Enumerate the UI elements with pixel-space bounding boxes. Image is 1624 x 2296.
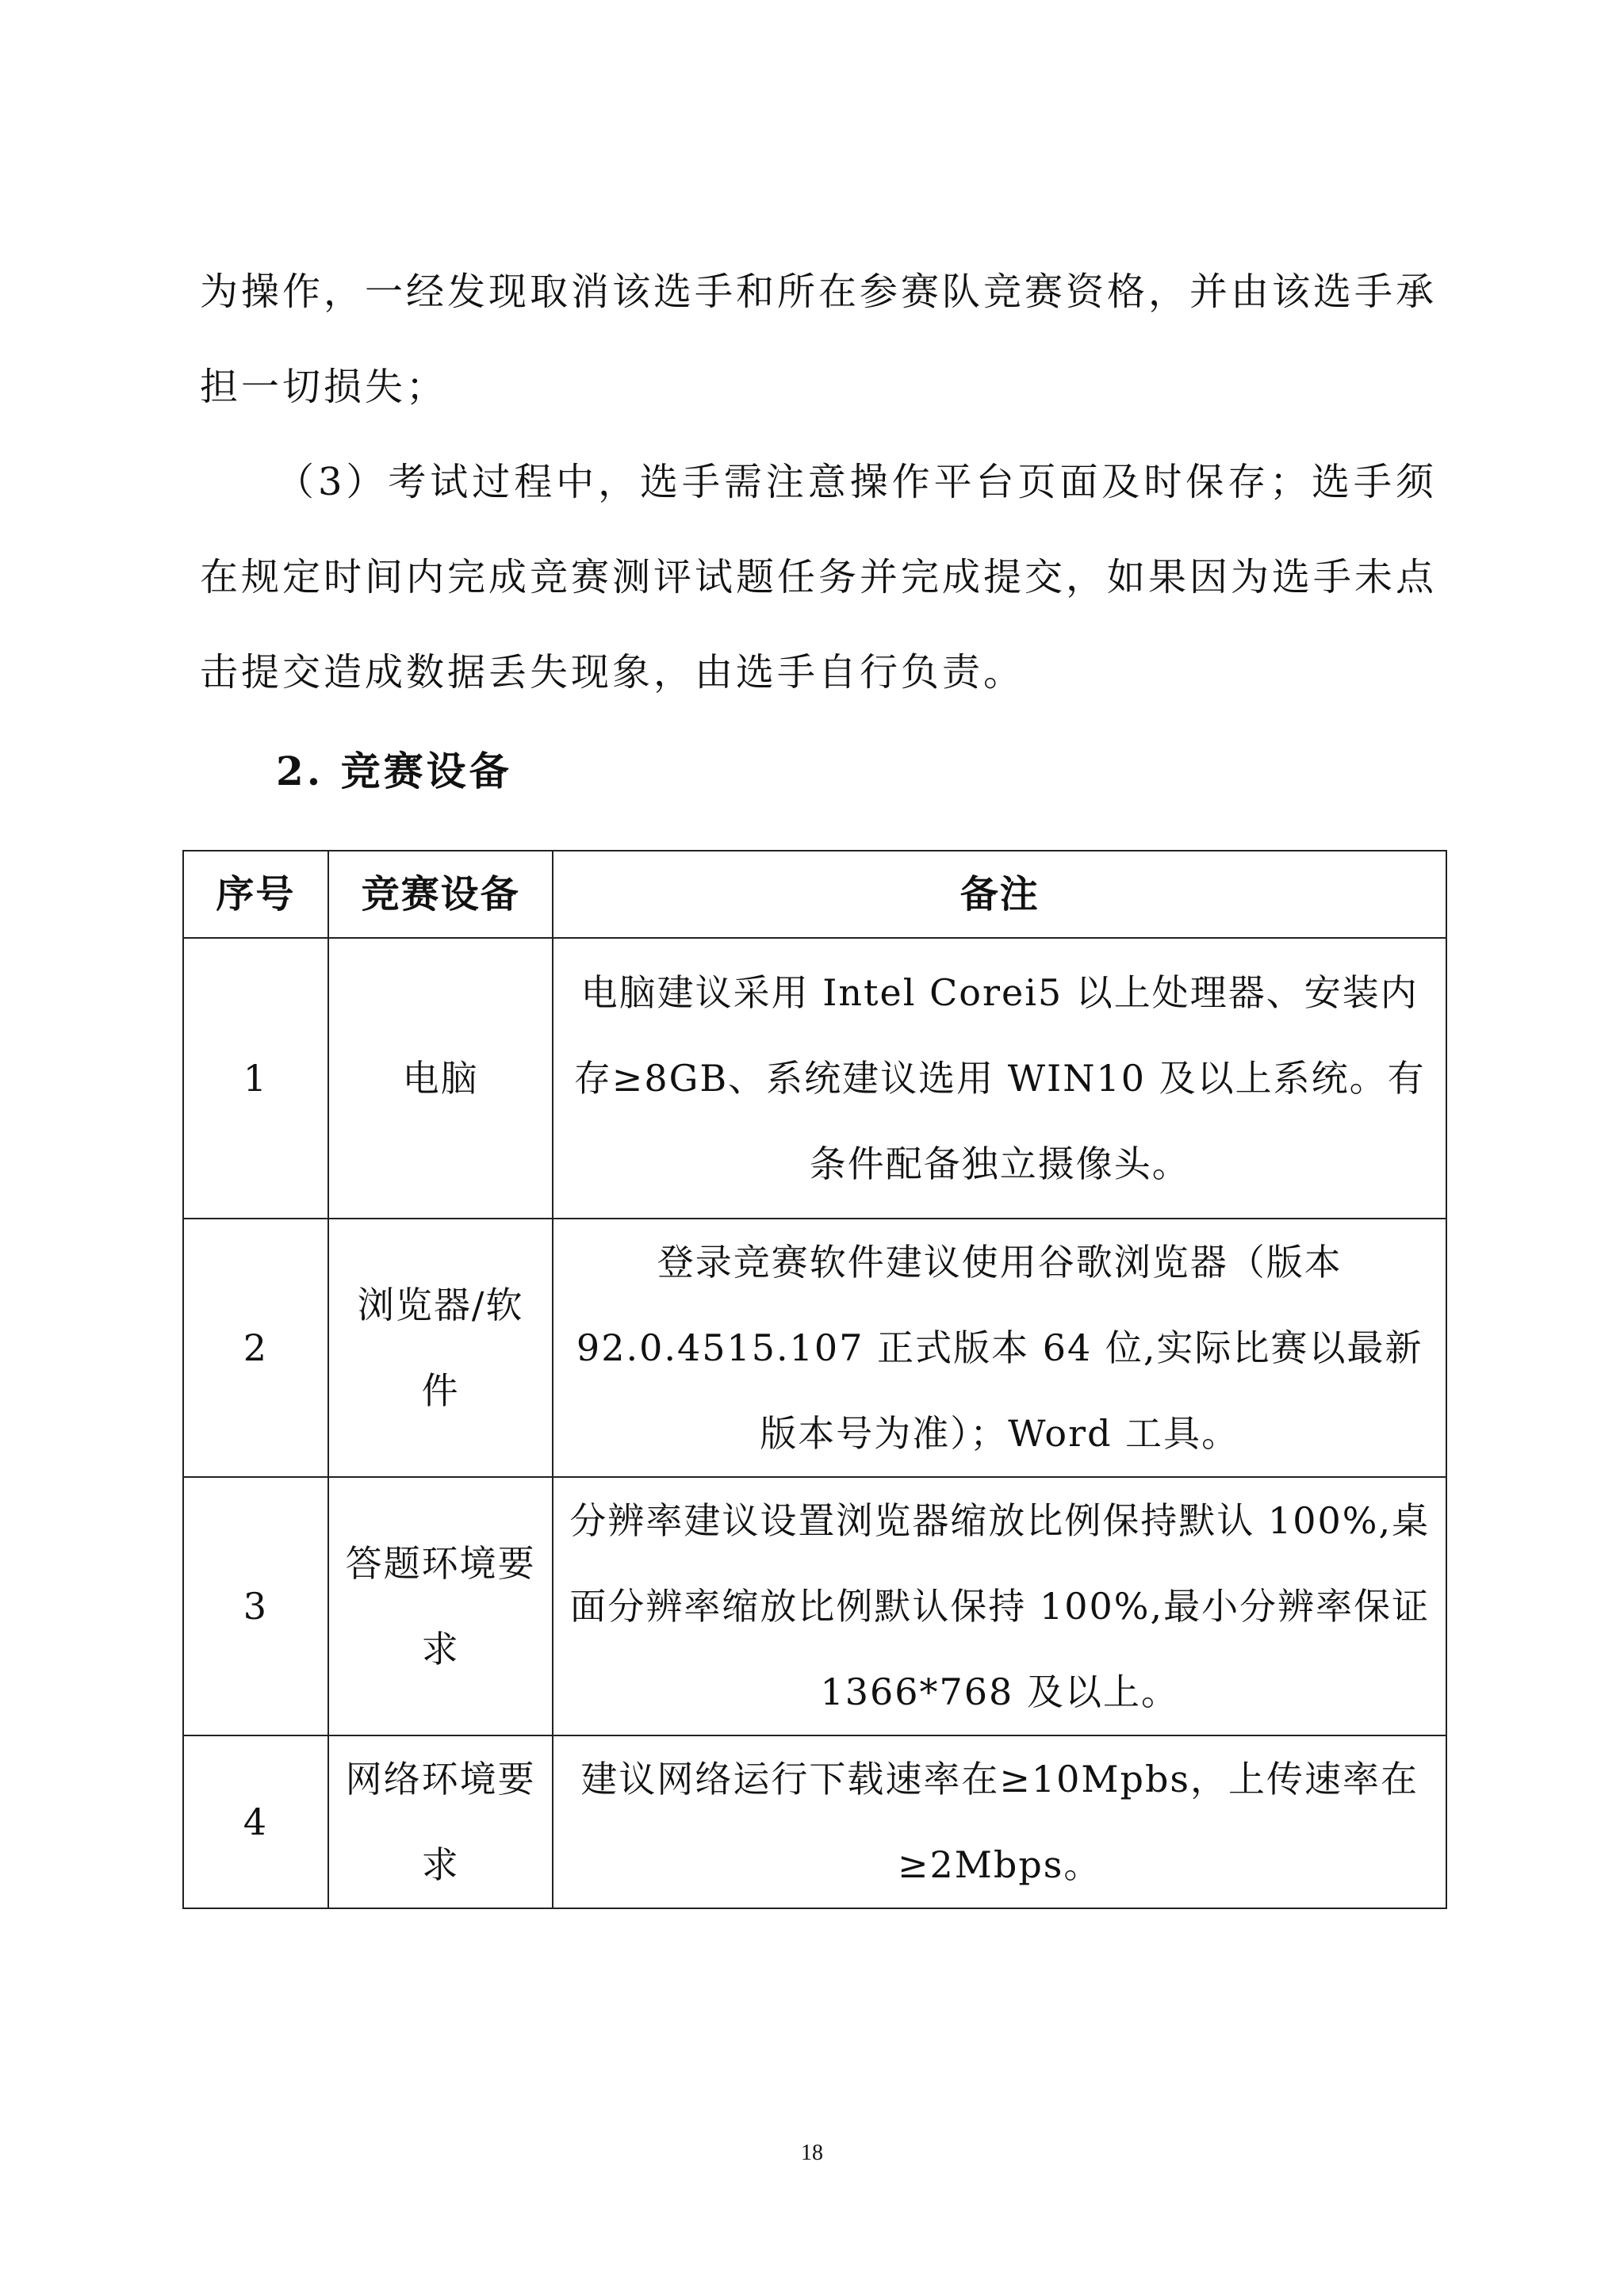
page-number: 18 [801,2141,823,2165]
cell-device: 电脑 [328,938,553,1219]
table-row [183,1219,1446,1477]
cell-device: 答题环境要求 [328,1477,553,1735]
header-number: 序号 [183,851,328,938]
table-header-row [183,851,1446,938]
cell-number: 2 [183,1219,328,1477]
cell-note: 登录竞赛软件建议使用谷歌浏览器（版本 92.0.4515.107 正式版本 64 位,实际比赛以最新版本号为准）；Word 工具。 [553,1219,1446,1477]
cell-note: 建议网络运行下载速率在≥10Mpbs，上传速率在≥2Mbps。 [553,1735,1446,1908]
cell-device: 浏览器/软件 [328,1219,553,1477]
header-device: 竞赛设备 [328,851,553,938]
paragraph-rules-continuation: 为操作，一经发现取消该选手和所在参赛队竞赛资格，并由该选手承担一切损失； [200,270,1438,409]
cell-number: 3 [183,1477,328,1735]
header-note: 备注 [553,851,1446,938]
section-heading: 2. 竞赛设备 [276,748,512,794]
cell-number: 4 [183,1735,328,1908]
paragraph-rule-3: （3）考试过程中，选手需注意操作平台页面及时保存；选手须在规定时间内完成竞赛测评试题任务并完成提交，如果因为选手未点击提交造成数据丢失现象，由选手自行负责。 [200,460,1438,695]
cell-number: 1 [183,938,328,1219]
cell-device: 网络环境要求 [328,1735,553,1908]
cell-note: 分辨率建议设置浏览器缩放比例保持默认 100%,桌面分辨率缩放比例默认保持 100%,最小分辨率保证 1366*768 及以上。 [553,1477,1446,1735]
table-row [183,1477,1446,1735]
cell-note: 电脑建议采用 Intel Corei5 以上处理器、安装内存≥8GB、系统建议选用 WIN10 及以上系统。有条件配备独立摄像头。 [553,938,1446,1219]
table-row [183,938,1446,1219]
equipment-table [182,850,1447,1909]
table-row [183,1735,1446,1908]
